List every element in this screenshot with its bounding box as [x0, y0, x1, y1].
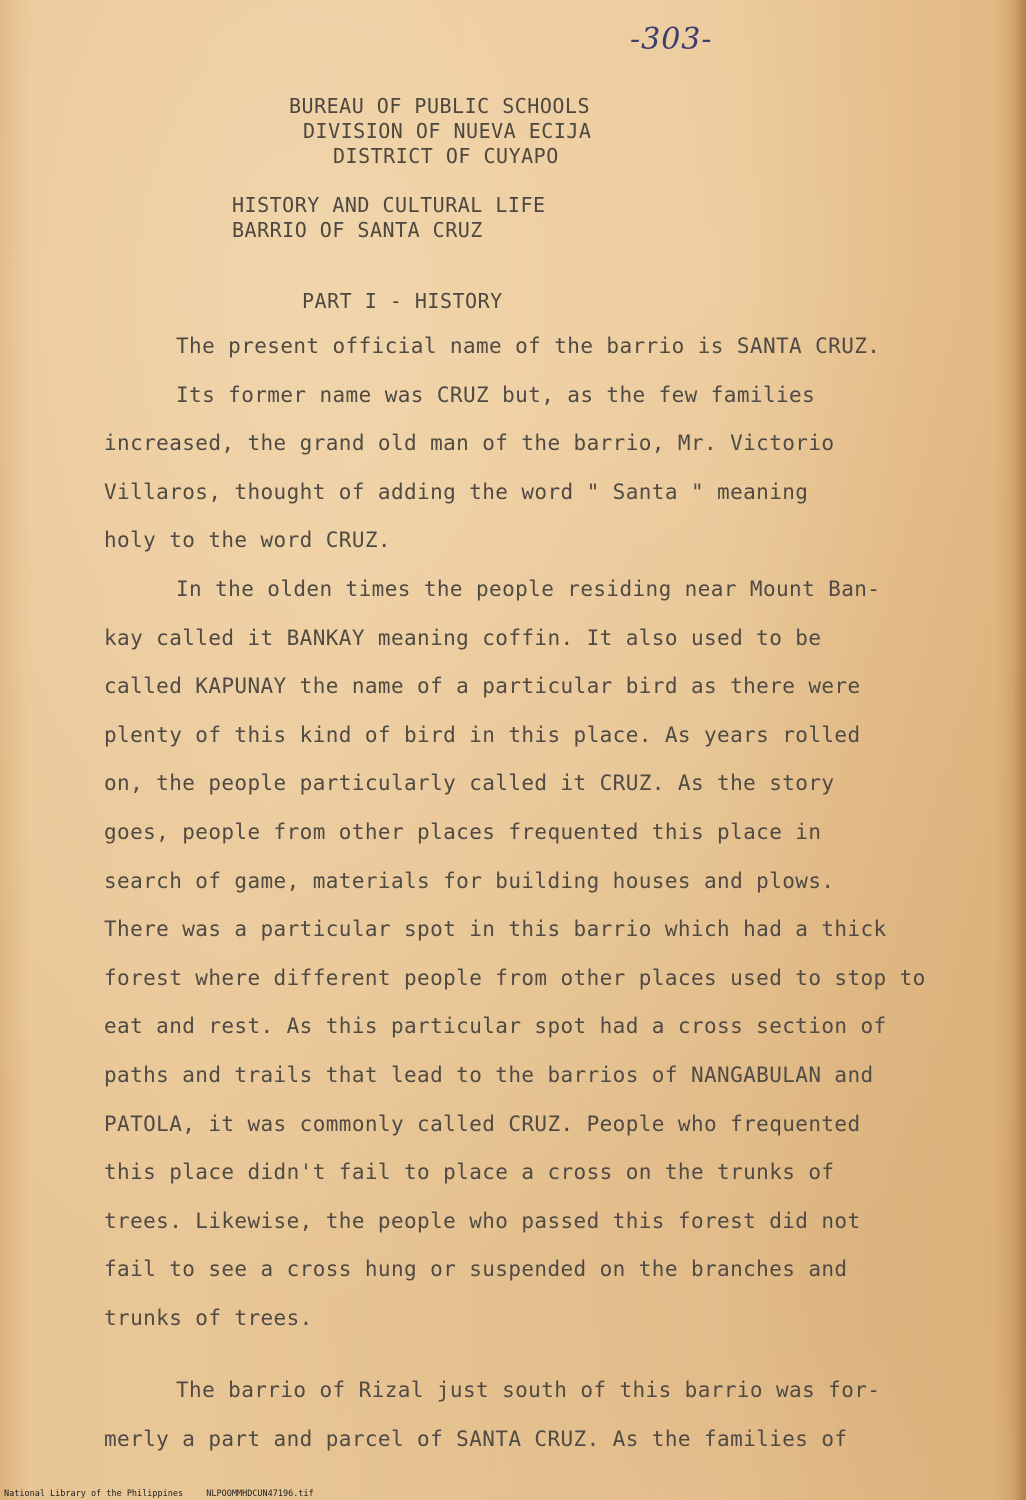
footer-library: National Library of the Philippines	[4, 1489, 184, 1499]
text-line: goes, people from other places frequented this place in	[104, 819, 822, 844]
text-line: search of game, materials for building houses and plows.	[104, 868, 835, 893]
text-line: fail to see a cross hung or suspended on the branches and	[104, 1257, 848, 1282]
text-line: trunks of trees.	[104, 1305, 313, 1330]
paragraph-gap	[104, 1342, 984, 1366]
header-division: DIVISION OF NUEVA ECIJA	[303, 119, 592, 143]
text-line: kay called it BANKAY meaning coffin. It also used to be	[104, 625, 822, 650]
title-barrio: BARRIO OF SANTA CRUZ	[232, 218, 483, 242]
text-line: paths and trails that lead to the barrios of NANGABULAN and	[104, 1062, 874, 1087]
text-line: The barrio of Rizal just south of this barrio was for-	[176, 1378, 881, 1403]
text-line: Its former name was CRUZ but, as the few families	[176, 382, 816, 407]
text-line: called KAPUNAY the name of a particular bird as there were	[104, 674, 861, 699]
page-number: -303-	[630, 22, 713, 57]
footer-filename: NLPOOMMHDCUN47196.tif	[206, 1489, 314, 1499]
text-line: In the olden times the people residing near Mount Ban-	[176, 576, 881, 601]
header-bureau: BUREAU OF PUBLIC SCHOOLS	[289, 94, 590, 118]
text-line: PATOLA, it was commonly called CRUZ. People who frequented	[104, 1111, 861, 1136]
part-heading: PART I - HISTORY	[302, 289, 503, 313]
text-line: merly a part and parcel of SANTA CRUZ. As the families of	[104, 1427, 848, 1452]
scan-footer	[4, 1489, 314, 1499]
text-line: eat and rest. As this particular spot had a cross section of	[104, 1014, 887, 1039]
page-edge-shadow	[1014, 0, 1026, 1500]
text-line: plenty of this kind of bird in this place. As years rolled	[104, 722, 861, 747]
text-line: forest where different people from other places used to stop to	[104, 965, 926, 990]
header-district: DISTRICT OF CUYAPO	[333, 144, 559, 168]
text-line: this place didn't fail to place a cross on the trunks of	[104, 1160, 835, 1185]
history-text	[104, 322, 984, 1464]
text-line: increased, the grand old man of the barrio, Mr. Victorio	[104, 431, 835, 456]
text-line: trees. Likewise, the people who passed this forest did not	[104, 1208, 861, 1233]
title-history: HISTORY AND CULTURAL LIFE	[232, 193, 546, 217]
text-line: Villaros, thought of adding the word " Santa " meaning	[104, 479, 809, 504]
text-line: The present official name of the barrio is SANTA CRUZ.	[176, 334, 881, 358]
text-line: holy to the word CRUZ.	[104, 528, 391, 553]
text-line: There was a particular spot in this barrio which had a thick	[104, 917, 887, 942]
text-line: on, the people particularly called it CRUZ. As the story	[104, 771, 835, 796]
